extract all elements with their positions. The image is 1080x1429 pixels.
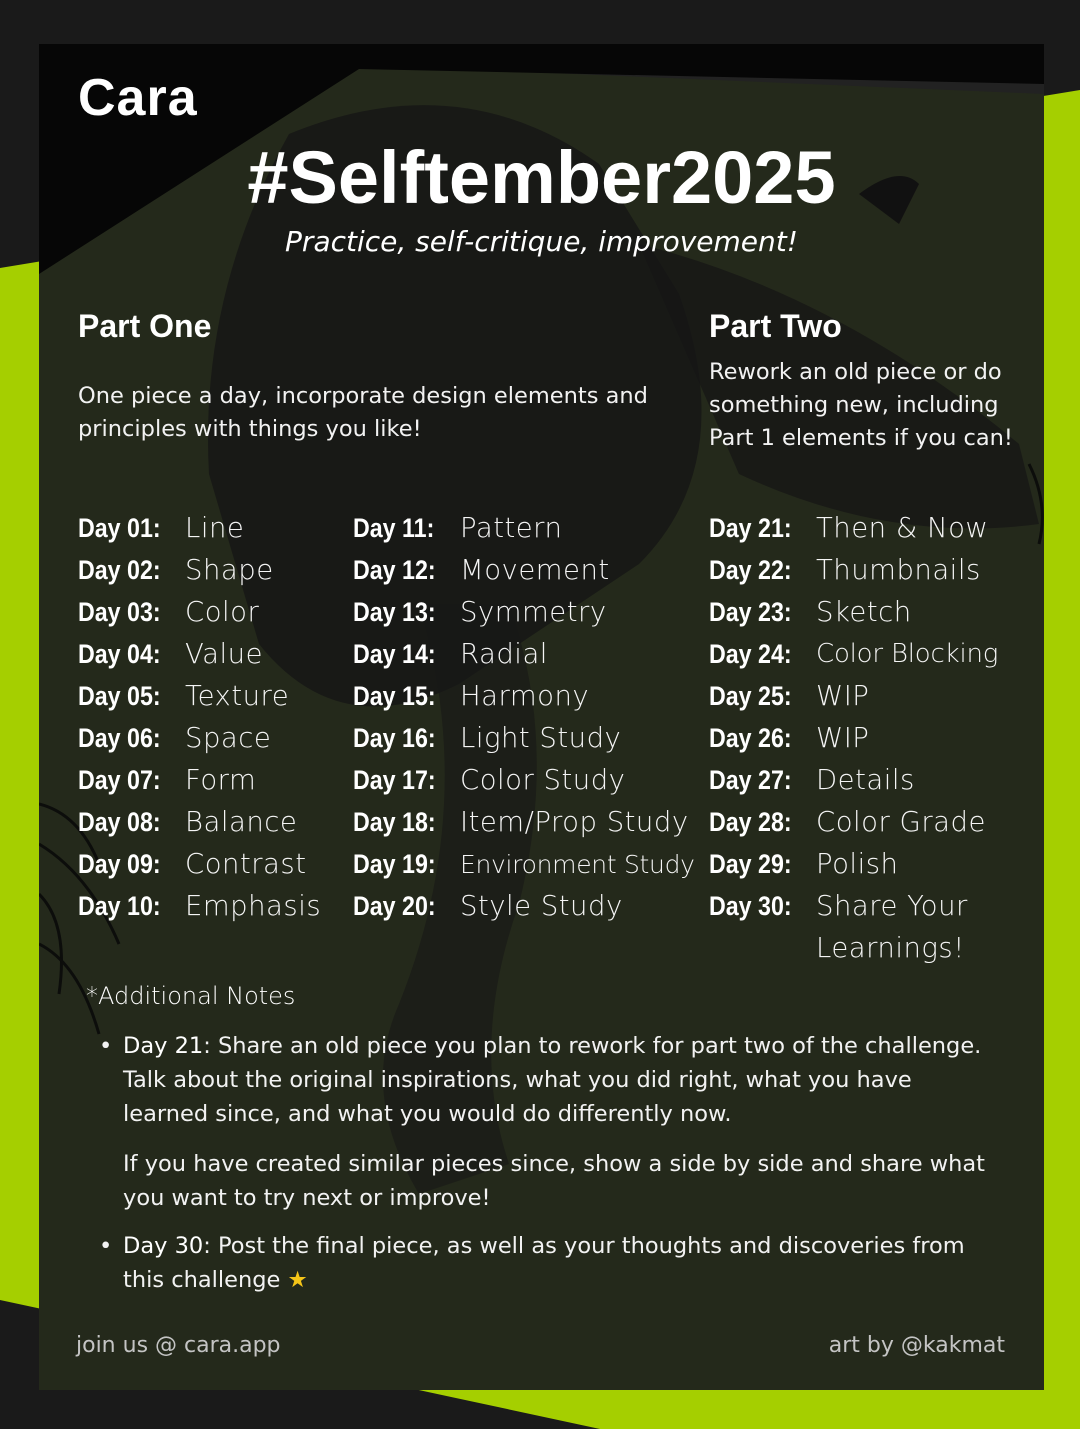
- day-item: [709, 759, 998, 801]
- day-label: Day 26:: [709, 722, 792, 753]
- day-label: Day 15:: [353, 680, 436, 711]
- day-label: Day 07:: [78, 764, 161, 795]
- day-topic: Radial: [460, 638, 548, 670]
- day-topic: Texture: [185, 680, 290, 712]
- day-topic: Shape: [185, 554, 274, 586]
- day-topic-continuation: Learnings!: [816, 932, 965, 964]
- day-item: [78, 759, 321, 801]
- day-label: Day 06:: [78, 722, 161, 753]
- day-item: [709, 801, 998, 843]
- day-item: [353, 675, 695, 717]
- day-item: [709, 717, 998, 759]
- note-item: [99, 1029, 993, 1215]
- day-topic: Emphasis: [185, 890, 322, 922]
- poster: [39, 44, 1044, 1390]
- day-label: Day 08:: [78, 806, 161, 837]
- day-label: Day 02:: [78, 554, 161, 585]
- note-text: : Post the final piece, as well as your thoughts and discoveries from this challenge: [123, 1233, 965, 1293]
- day-topic: Style Study: [460, 890, 623, 922]
- day-topic: Thumbnails: [816, 554, 981, 586]
- day-label: Day 13:: [353, 596, 436, 627]
- day-label: Day 12:: [353, 554, 436, 585]
- day-topic: Contrast: [185, 848, 307, 880]
- day-list-days-11-20: [353, 507, 695, 927]
- day-label: Day 21:: [709, 512, 792, 543]
- day-topic: Harmony: [460, 680, 590, 712]
- day-topic: Light Study: [460, 722, 622, 754]
- part-two-description: Rework an old piece or do something new, including Part 1 elements if you can!: [709, 359, 1013, 451]
- day-topic: WIP: [816, 680, 870, 712]
- day-label: Day 24:: [709, 638, 792, 669]
- day-item: [78, 549, 321, 591]
- day-item: [709, 633, 998, 675]
- tagline: Practice, self-critique, improvement!: [285, 225, 798, 258]
- day-label: Day 11:: [353, 512, 435, 543]
- star-icon: ★: [287, 1267, 308, 1293]
- day-topic: Environment Study: [460, 849, 695, 879]
- day-label: Day 20:: [353, 890, 436, 921]
- day-item: [353, 801, 695, 843]
- part-one-heading: Part One: [78, 308, 212, 344]
- day-item: [353, 591, 695, 633]
- day-item: [78, 717, 321, 759]
- day-item: [353, 843, 695, 885]
- day-label: Day 14:: [353, 638, 436, 669]
- day-label: Day 18:: [353, 806, 436, 837]
- note-day: Day 21: [123, 1033, 204, 1059]
- note-extra-text: If you have created similar pieces since, show a side by side and share what you want to try next or improve!: [123, 1151, 985, 1211]
- day-item: [353, 633, 695, 675]
- footer-join-link[interactable]: join us @ cara.app: [76, 1333, 281, 1358]
- day-label: Day 25:: [709, 680, 792, 711]
- day-label: Day 16:: [353, 722, 436, 753]
- part-two-heading: Part Two: [709, 308, 842, 344]
- day-item: [78, 885, 321, 927]
- day-topic: Pattern: [460, 512, 563, 544]
- brand-logo: Cara: [78, 69, 198, 127]
- day-label: Day 30:: [709, 890, 792, 921]
- day-topic: Color Study: [460, 764, 626, 796]
- footer-art-credit: art by @kakmat: [828, 1333, 1005, 1358]
- day-label: Day 19:: [353, 848, 436, 879]
- day-label: Day 01:: [78, 512, 161, 543]
- day-item: [78, 801, 321, 843]
- day-item: [78, 843, 321, 885]
- day-topic: Movement: [460, 554, 610, 586]
- day-list-days-1-10: [78, 507, 321, 927]
- note-text: : Share an old piece you plan to rework for part two of the challenge. Talk about the original inspirations, what you did right, what you have learned since, and what you would do differently now.: [123, 1033, 982, 1127]
- day-item-continuation: [709, 927, 998, 969]
- part-one-description: One piece a day, incorporate design elements and principles with things you like!: [78, 383, 648, 442]
- day-item: [353, 717, 695, 759]
- day-item: [353, 507, 695, 549]
- day-topic: Line: [185, 512, 245, 544]
- page-title: #Selftember2025: [247, 136, 836, 219]
- day-topic: Item/Prop Study: [460, 806, 689, 838]
- day-topic: Value: [185, 638, 264, 670]
- additional-notes-heading: *Additional Notes: [86, 982, 296, 1010]
- day-item: [709, 507, 998, 549]
- day-topic: WIP: [816, 722, 870, 754]
- note-day: Day 30: [123, 1233, 204, 1259]
- day-item: [709, 591, 998, 633]
- day-item: [709, 675, 998, 717]
- day-label: Day 04:: [78, 638, 161, 669]
- day-item: [709, 843, 998, 885]
- day-label: Day 09:: [78, 848, 161, 879]
- day-item: [353, 885, 695, 927]
- day-label: Day 10:: [78, 890, 161, 921]
- bullet-icon: •: [99, 1233, 113, 1259]
- day-label: Day 29:: [709, 848, 792, 879]
- day-item: [353, 549, 695, 591]
- day-topic: Color: [185, 596, 260, 628]
- day-item: [78, 675, 321, 717]
- day-topic: Balance: [185, 806, 298, 838]
- additional-notes-list: [99, 1029, 993, 1311]
- day-topic: Color Blocking: [816, 639, 999, 669]
- day-item: [78, 591, 321, 633]
- day-item: [709, 885, 998, 927]
- note-item: [99, 1229, 993, 1297]
- day-label: Day 23:: [709, 596, 792, 627]
- day-label: Day 17:: [353, 764, 436, 795]
- bullet-icon: •: [99, 1033, 113, 1059]
- day-item: [78, 507, 321, 549]
- day-label: Day 05:: [78, 680, 161, 711]
- day-topic: Share Your: [816, 890, 968, 922]
- day-label: Day 03:: [78, 596, 161, 627]
- day-item: [353, 759, 695, 801]
- day-topic: Color Grade: [816, 806, 986, 838]
- day-topic: Then & Now: [816, 512, 989, 544]
- day-item: [78, 633, 321, 675]
- day-topic: Symmetry: [460, 596, 607, 628]
- day-topic: Space: [185, 722, 272, 754]
- day-label: Day 28:: [709, 806, 792, 837]
- day-label: Day 27:: [709, 764, 792, 795]
- day-list-days-21-30: [709, 507, 998, 969]
- day-topic: Polish: [816, 848, 899, 880]
- day-topic: Sketch: [816, 596, 912, 628]
- day-label: Day 22:: [709, 554, 792, 585]
- day-topic: Form: [185, 764, 257, 796]
- day-topic: Details: [816, 764, 915, 796]
- day-item: [709, 549, 998, 591]
